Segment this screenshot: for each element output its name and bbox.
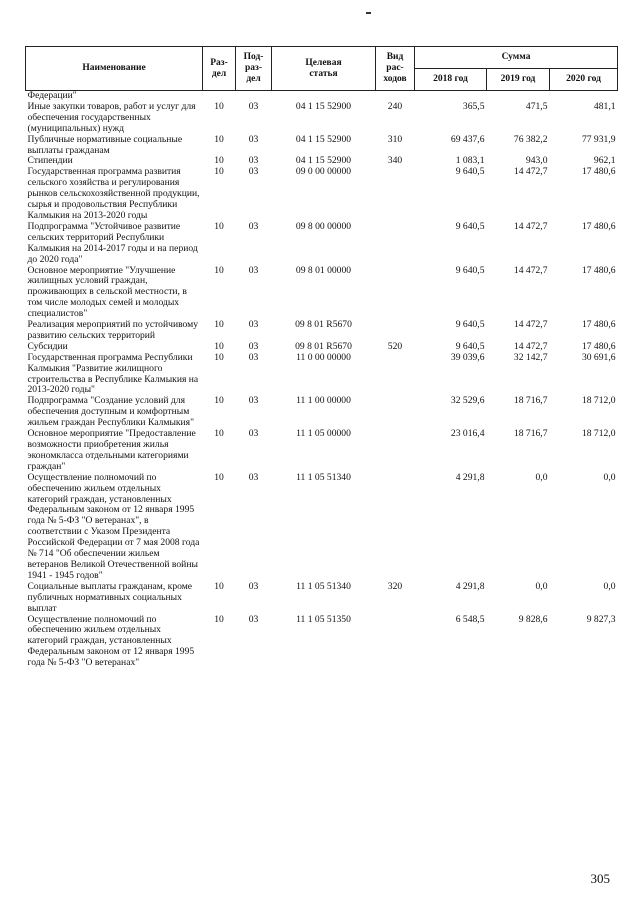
row-target-article: 09 8 01 R5670 (295, 340, 352, 352)
row-sum-2018: 39 039,6 (450, 351, 485, 363)
table-header (26, 47, 618, 91)
row-target-article: 11 1 05 51350 (296, 613, 351, 625)
row-name: Федерации" (27, 90, 77, 101)
row-sum-2020: 9 827,3 (586, 613, 616, 625)
row-sum-2018: 4 291,8 (455, 580, 485, 592)
table-row (26, 615, 618, 670)
header-sum: Сумма (415, 47, 618, 69)
row-name: Основное мероприятие "Предоставление возможности приобретения жилья экономкласса отдельными категориями граждан" (27, 428, 196, 472)
row-target-article: 11 1 05 00000 (296, 428, 351, 440)
row-section: 10 (214, 166, 224, 178)
row-sum-2020: 0,0 (603, 471, 616, 483)
row-sum-2019: 14 472,7 (513, 220, 548, 232)
row-expense-type (376, 429, 415, 473)
row-name: Реализация мероприятий по устойчивому развитию сельских территорий (27, 319, 199, 341)
row-sum-2020: 17 480,6 (581, 319, 616, 331)
table-row (26, 320, 618, 342)
row-subsection: 03 (248, 264, 259, 276)
row-name: Государственная программа Республики Калмыкия "Развитие жилищного строительства в Республике Калмыкия на 2013-2020 годы" (27, 351, 199, 396)
table-row (26, 222, 618, 266)
row-sum-2020: 18 712,0 (581, 395, 616, 407)
row-subsection: 03 (248, 613, 259, 625)
page-number: 305 (590, 871, 610, 886)
row-sum-2019: 76 382,2 (513, 133, 548, 145)
row-sum-2018: 9 640,5 (455, 264, 485, 276)
row-sum-2018: 9 640,5 (455, 220, 485, 232)
table-row (26, 102, 618, 135)
table-row (26, 266, 618, 321)
row-subsection: 03 (248, 100, 259, 112)
row-sum-2019: 14 472,7 (513, 319, 548, 331)
row-subsection: 03 (248, 166, 259, 178)
row-expense-type: 240 (387, 100, 403, 112)
row-sum-2019: 0,0 (535, 580, 548, 592)
row-section: 10 (214, 319, 224, 331)
budget-table (25, 46, 618, 669)
row-sum-2018: 365,5 (462, 100, 485, 112)
header-year-2020: 2020 год (550, 69, 618, 91)
header-section: Раз- дел (203, 47, 236, 91)
row-sum-2020: 0,0 (603, 580, 616, 592)
row-name: Публичные нормативные социальные выплаты гражданам (27, 133, 183, 156)
row-subsection: 03 (248, 351, 259, 363)
row-sum-2018: 1 083,1 (455, 155, 485, 167)
row-target-article: 04 1 15 52900 (295, 133, 352, 145)
header-name: Наименование (26, 47, 203, 91)
row-target-article: 09 8 01 R5670 (295, 319, 352, 331)
row-expense-type: 340 (387, 155, 403, 167)
row-sum-2019: 32 142,7 (513, 351, 548, 363)
row-section: 10 (214, 613, 224, 625)
row-sum-2018: 9 640,5 (455, 319, 485, 331)
table-body (26, 91, 618, 670)
row-sum-2019: 9 828,6 (518, 613, 548, 625)
row-subsection: 03 (248, 395, 259, 407)
row-target-article: 09 8 01 00000 (295, 264, 352, 276)
row-target-article: 11 1 05 51340 (296, 471, 351, 483)
row-section: 10 (214, 395, 224, 407)
row-target-article: 11 1 05 51340 (296, 580, 351, 592)
row-sum-2020: 18 712,0 (581, 428, 616, 440)
row-name: Осуществление полномочий по обеспечению жильем отдельных категорий граждан, установленных Федеральным законом от 12 января 1995 года № 5-ФЗ "О ветеранах" (27, 613, 195, 669)
row-sum-2020: 30 691,6 (581, 351, 616, 363)
row-sum-2018: 4 291,8 (455, 471, 485, 483)
row-sum-2019: 943,0 (525, 155, 548, 167)
row-target-article: 09 8 00 00000 (295, 220, 352, 232)
table-row (26, 353, 618, 397)
top-dash-mark (366, 12, 371, 14)
row-name: Иные закупки товаров, работ и услуг для обеспечения государственных (муниципальных) нужд (27, 100, 196, 134)
row-section: 10 (214, 155, 224, 167)
row-sum-2019: 0,0 (535, 471, 548, 483)
row-target-article: 09 0 00 00000 (295, 166, 352, 178)
row-name: Государственная программа развития сельского хозяйства и регулирования рынков сельскохозяйственной продукции, сырья и продовольствия Республики Калмыкия на 2013-2020 годы (27, 166, 200, 221)
row-expense-type (376, 473, 415, 582)
header-year-2019: 2019 год (487, 69, 550, 91)
row-sum-2020: 17 480,6 (581, 220, 616, 232)
header-expense-type: Вид рас- ходов (376, 47, 415, 91)
row-sum-2020: 481,1 (593, 100, 616, 112)
row-sum-2018: 32 529,6 (450, 395, 485, 407)
table-row (26, 135, 618, 157)
row-sum-2019: 18 716,7 (513, 395, 548, 407)
row-target-article: 04 1 15 52900 (295, 100, 352, 112)
row-sum-2020: 17 480,6 (581, 264, 616, 276)
row-subsection: 03 (248, 220, 259, 232)
row-name: Подпрограмма "Создание условий для обеспечения доступным и комфортным жильем граждан Республики Калмыкия" (27, 395, 195, 429)
row-section: 10 (214, 100, 224, 112)
row-expense-type (376, 222, 415, 266)
row-sum-2018: 69 437,6 (450, 133, 485, 145)
row-subsection: 03 (248, 428, 259, 440)
row-target-article: 11 0 00 00000 (296, 351, 351, 363)
row-sum-2018: 9 640,5 (455, 340, 485, 352)
row-sum-2019: 14 472,7 (513, 264, 548, 276)
row-section: 10 (214, 220, 224, 232)
header-target-article: Целевая статья (272, 47, 376, 91)
table-row (26, 167, 618, 222)
row-target-article: 11 1 00 00000 (296, 395, 351, 407)
row-sum-2018: 23 016,4 (450, 428, 485, 440)
row-subsection: 03 (248, 319, 259, 331)
row-name: Осуществление полномочий по обеспечению жильем отдельных категорий граждан, установленных Федеральным законом от 12 января 1995 года № 5-ФЗ "О ветеранах", в соответствии с Указом Президента Российской Федерации от 7 мая 2008 года № 714 "Об обеспечении жильем ветеранов Великой Отечественной войны 1941 - 1945 годов" (27, 471, 200, 581)
row-name: Социальные выплаты гражданам, кроме публичных нормативных социальных выплат (27, 580, 193, 614)
row-subsection: 03 (248, 340, 259, 352)
row-expense-type (376, 396, 415, 429)
row-expense-type: 520 (387, 340, 403, 352)
table-row (26, 582, 618, 615)
row-section: 10 (214, 471, 224, 483)
row-sum-2020: 77 931,9 (581, 133, 616, 145)
row-expense-type: 320 (387, 580, 403, 592)
row-sum-2019: 14 472,7 (513, 340, 548, 352)
row-section: 10 (214, 264, 224, 276)
row-section: 10 (214, 340, 224, 352)
row-sum-2019: 471,5 (525, 100, 548, 112)
row-expense-type (376, 615, 415, 670)
row-target-article: 04 1 15 52900 (295, 155, 352, 167)
row-subsection: 03 (248, 471, 259, 483)
row-subsection: 03 (248, 580, 259, 592)
header-subsection: Под- раз- дел (236, 47, 272, 91)
row-subsection: 03 (248, 133, 259, 145)
row-sum-2020: 17 480,6 (581, 166, 616, 178)
row-sum-2019: 14 472,7 (513, 166, 548, 178)
row-name: Подпрограмма "Устойчивое развитие сельских территорий Республики Калмыкия на 2014-2017 годы и на период до 2020 года" (27, 220, 198, 265)
row-name: Основное мероприятие "Улучшение жилищных условий граждан, проживающих в сельской местности, в том числе молодых семей и молодых специалистов" (27, 264, 187, 320)
row-name: Стипендии (27, 155, 73, 167)
row-expense-type (376, 167, 415, 222)
table-row (26, 473, 618, 582)
row-sum-2018: 6 548,5 (455, 613, 485, 625)
row-section: 10 (214, 351, 224, 363)
row-expense-type (376, 353, 415, 397)
table-row (26, 429, 618, 473)
row-subsection: 03 (248, 155, 259, 167)
row-sum-2020: 17 480,6 (581, 340, 616, 352)
row-expense-type: 310 (387, 133, 403, 145)
row-name: Субсидии (27, 340, 68, 352)
row-expense-type (376, 320, 415, 342)
row-section: 10 (214, 428, 224, 440)
table-row (26, 396, 618, 429)
header-year-2018: 2018 год (415, 69, 487, 91)
row-section: 10 (214, 133, 224, 145)
row-sum-2018: 9 640,5 (455, 166, 485, 178)
row-section: 10 (214, 580, 224, 592)
row-sum-2019: 18 716,7 (513, 428, 548, 440)
row-expense-type (376, 266, 415, 321)
row-sum-2020: 962,1 (593, 155, 616, 167)
